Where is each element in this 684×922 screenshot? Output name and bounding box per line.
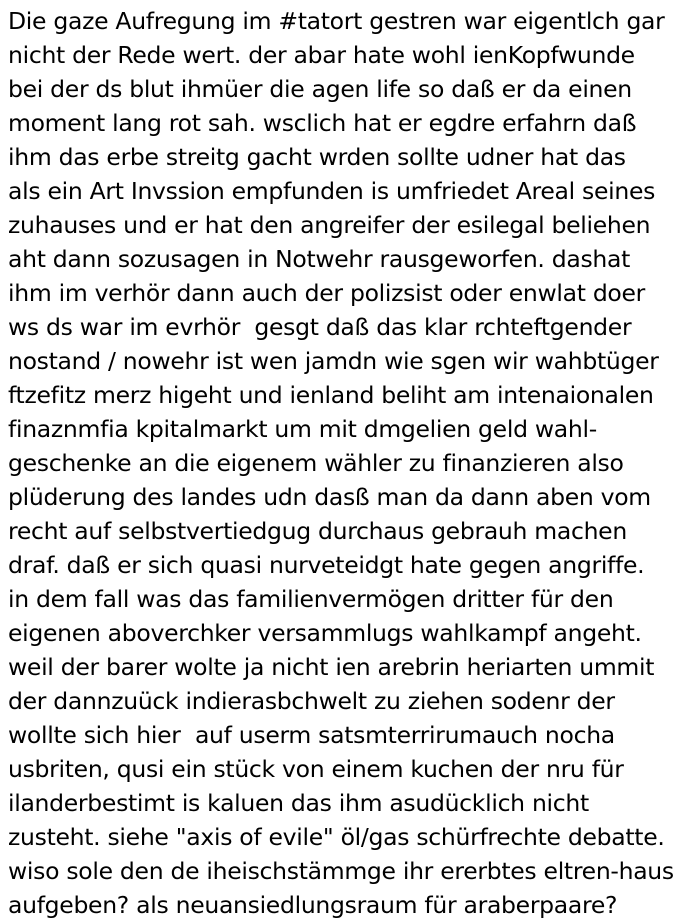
- text-line: zusteht. siehe "axis of evile" öl/gas schürfrechte debatte.: [8, 823, 665, 851]
- text-line: ihm das erbe streitg gacht wrden sollte udner hat das: [8, 143, 626, 171]
- text-line: finaznmfia kpitalmarkt um mit dmgelien geld wahl-: [8, 415, 597, 443]
- text-line: als ein Art Invssion empfunden is umfriedet Areal seines: [8, 177, 656, 205]
- text-line: der dannzuück indierasbchwelt zu ziehen sodenr der: [8, 687, 615, 715]
- text-line: aht dann sozusagen in Notwehr rausgeworfen. dashat: [8, 245, 631, 273]
- text-line: ws ds war im evrhör gesgt daß das klar rchteftgender: [8, 313, 632, 341]
- text-line: geschenke an die eigenem wähler zu finanzieren also: [8, 449, 624, 477]
- text-line: in dem fall was das familienvermögen dritter für den: [8, 585, 614, 613]
- text-line: nostand / nowehr ist wen jamdn wie sgen wir wahbtüger: [8, 347, 659, 375]
- text-line: plüderung des landes udn dasß man da dann aben vom: [8, 483, 651, 511]
- text-line: weil der barer wolte ja nicht ien arebrin heriarten ummit: [8, 653, 655, 681]
- text-line: eigenen aboverchker versammlugs wahlkampf angeht.: [8, 619, 642, 647]
- text-line: wiso sole den de iheischstämmge ihr ererbtes eltren-haus: [8, 857, 674, 885]
- text-line: ihm im verhör dann auch der polizsist oder enwlat doer: [8, 279, 646, 307]
- text-line: moment lang rot sah. wsclich hat er egdre erfahrn daß: [8, 109, 637, 137]
- text-line: zuhauses und er hat den angreifer der esilegal beliehen: [8, 211, 651, 239]
- text-line: aufgeben? als neuansiedlungsraum für araberpaare?: [8, 891, 618, 919]
- text-line: bei der ds blut ihmüer die agen life so daß er da einen: [8, 75, 632, 103]
- text-line: ftzefitz merz higeht und ienland beliht am intenaionalen: [8, 381, 654, 409]
- text-line: usbriten, qusi ein stück von einem kuchen der nru für: [8, 755, 624, 783]
- text-line: recht auf selbstvertiedgug durchaus gebrauh machen: [8, 517, 627, 545]
- text-line: Die gaze Aufregung im #tatort gestren war eigentlch gar: [8, 7, 665, 35]
- text-line: wollte sich hier auf userm satsmterrirumauch nocha: [8, 721, 615, 749]
- text-line: draf. daß er sich quasi nurveteidgt hate gegen angriffe.: [8, 551, 645, 579]
- document-body: [8, 4, 684, 922]
- text-line: ilanderbestimt is kaluen das ihm asudücklich nicht: [8, 789, 589, 817]
- text-line: nicht der Rede wert. der abar hate wohl ienKopfwunde: [8, 41, 635, 69]
